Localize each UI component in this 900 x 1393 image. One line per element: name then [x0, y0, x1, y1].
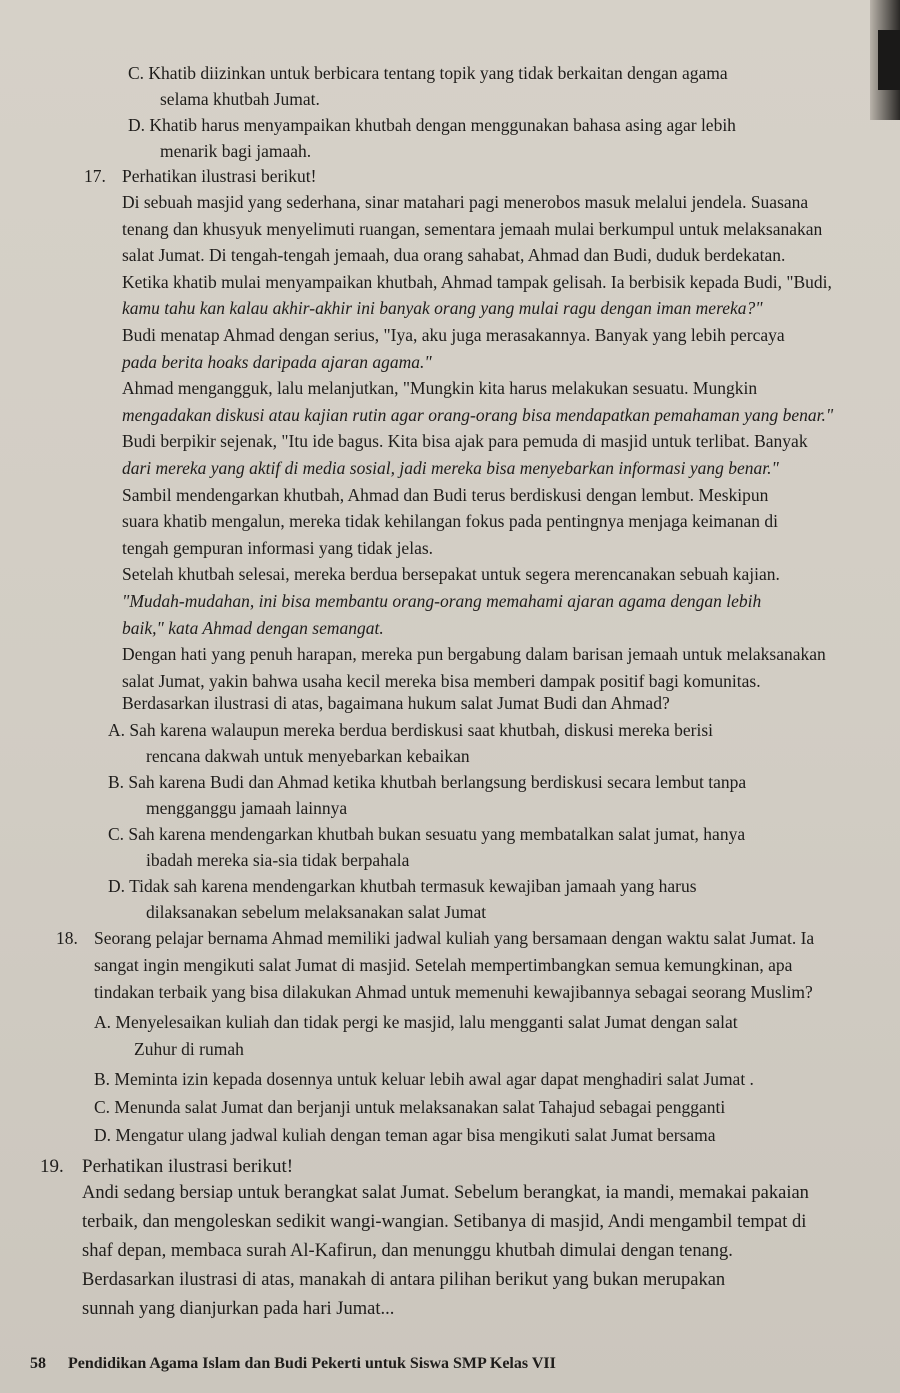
q16-option-c-line1: C. Khatib diizinkan untuk berbicara tentang topik yang tidak berkaitan dengan agama: [128, 63, 728, 83]
q18-option-d: D. Mengatur ulang jadwal kuliah dengan teman agar bisa mengikuti salat Jumat bersama: [94, 1125, 716, 1145]
q16-option-d-line1: D. Khatib harus menyampaikan khutbah dengan menggunakan bahasa asing agar lebih: [128, 115, 736, 135]
q17-story-line: tenang dan khusyuk menyelimuti ruangan, sementara jemaah mulai berkumpul untuk melaksanakan: [122, 218, 823, 239]
q17-story-line: salat Jumat. Di tengah-tengah jemaah, dua orang sahabat, Ahmad dan Budi, duduk berdekatan.: [122, 245, 786, 266]
q19-intro: Perhatikan ilustrasi berikut!: [82, 1156, 294, 1177]
q17-option-b-line1: B. Sah karena Budi dan Ahmad ketika khutbah berlangsung berdiskusi secara lembut tanpa: [108, 772, 747, 792]
q19-text-line: shaf depan, membaca surah Al-Kafirun, dan menunggu khutbah dimulai dengan tenang.: [82, 1241, 733, 1261]
page-number: 58: [30, 1355, 46, 1372]
q17-story-line: Dengan hati yang penuh harapan, mereka pun bergabung dalam barisan jemaah untuk melaksanakan: [122, 644, 826, 665]
q17-story-line: Ketika khatib mulai menyampaikan khutbah, Ahmad tampak gelisah. Ia berbisik kepada Budi, "Budi,: [122, 271, 832, 292]
q17-story-line: salat Jumat, yakin bahwa usaha kecil mereka bisa memberi dampak positif bagi komunitas.: [122, 670, 761, 691]
q19-text-line: Andi sedang bersiap untuk berangkat salat Jumat. Sebelum berangkat, ia mandi, memakai pakaian: [82, 1183, 809, 1203]
q17-story-line: mengadakan diskusi atau kajian rutin agar orang-orang bisa mendapatkan pemahaman yang benar.": [122, 404, 834, 425]
page-footer: [30, 1355, 556, 1373]
q19-number: 19.: [40, 1156, 64, 1177]
q17-option-a-line1: A. Sah karena walaupun mereka berdua berdiskusi saat khutbah, diskusi mereka berisi: [108, 720, 714, 740]
q17-story-line: Sambil mendengarkan khutbah, Ahmad dan Budi terus berdiskusi dengan lembut. Meskipun: [122, 484, 769, 505]
q17-story-line: kamu tahu kan kalau akhir-akhir ini banyak orang yang mulai ragu dengan iman mereka?": [122, 298, 763, 319]
q18-text-line: tindakan terbaik yang bisa dilakukan Ahmad untuk memenuhi kewajibannya sebagai seorang Muslim?: [94, 982, 813, 1002]
q17-story-line: Setelah khutbah selesai, mereka berdua bersepakat untuk segera merencanakan sebuah kajian.: [122, 564, 780, 585]
q19-text-line: terbaik, dan mengoleskan sedikit wangi-wangian. Setibanya di masjid, Andi mengambil tempat di: [82, 1212, 807, 1232]
q17-story-line: "Mudah-mudahan, ini bisa membantu orang-orang memahami ajaran agama dengan lebih: [122, 591, 762, 611]
q18-option-a-line2: Zuhur di rumah: [134, 1039, 244, 1059]
q17-option-c-line1: C. Sah karena mendengarkan khutbah bukan sesuatu yang membatalkan salat jumat, hanya: [108, 824, 746, 844]
q18-text-line: sangat ingin mengikuti salat Jumat di masjid. Setelah mempertimbangkan semua kemungkinan, apa: [94, 955, 793, 975]
q18-text-line: Seorang pelajar bernama Ahmad memiliki jadwal kuliah yang bersamaan dengan waktu salat Jumat. Ia: [94, 928, 815, 948]
q17-story-line: Budi berpikir sejenak, "Itu ide bagus. Kita bisa ajak para pemuda di masjid untuk terlibat. Banyak: [122, 431, 808, 452]
q17-story-line: dari mereka yang aktif di media sosial, jadi mereka bisa menyebarkan informasi yang benar.": [122, 458, 779, 478]
q17-number: 17.: [84, 166, 106, 186]
q16-option-d-line2: menarik bagi jamaah.: [160, 141, 312, 161]
q17-story-line: Budi menatap Ahmad dengan serius, "Iya, aku juga merasakannya. Banyak yang lebih percaya: [122, 325, 785, 345]
book-title: Pendidikan Agama Islam dan Budi Pekerti untuk Siswa SMP Kelas VII: [68, 1355, 556, 1372]
q17-option-d-line1: D. Tidak sah karena mendengarkan khutbah termasuk kewajiban jamaah yang harus: [108, 876, 697, 896]
q17-option-a-line2: rencana dakwah untuk menyebarkan kebaikan: [146, 746, 470, 766]
q18-number: 18.: [56, 928, 78, 948]
q17-option-b-line2: mengganggu jamaah lainnya: [146, 798, 348, 818]
q17-story-line: pada berita hoaks daripada ajaran agama.": [122, 351, 432, 372]
q17-story-line: suara khatib mengalun, mereka tidak kehilangan fokus pada pentingnya menjaga keimanan di: [122, 511, 779, 532]
q17-story-line: Ahmad mengangguk, lalu melanjutkan, "Mungkin kita harus melakukan sesuatu. Mungkin: [122, 378, 758, 399]
q17-story-line: baik," kata Ahmad dengan semangat.: [122, 617, 384, 638]
q17-story-line: tengah gempuran informasi yang tidak jelas.: [122, 537, 434, 558]
q18-option-a-line1: A. Menyelesaikan kuliah dan tidak pergi ke masjid, lalu mengganti salat Jumat dengan salat: [94, 1012, 738, 1032]
q18-option-b: B. Meminta izin kepada dosennya untuk keluar lebih awal agar dapat menghadiri salat Jumat .: [94, 1069, 754, 1089]
q16-option-c-line2: selama khutbah Jumat.: [160, 89, 320, 109]
binder-tab: [878, 30, 900, 90]
q19-text-line: sunnah yang dianjurkan pada hari Jumat...: [82, 1299, 395, 1319]
q17-intro: Perhatikan ilustrasi berikut!: [122, 166, 317, 186]
q18-option-c: C. Menunda salat Jumat dan berjanji untuk melaksanakan salat Tahajud sebagai pengganti: [94, 1097, 726, 1117]
q17-option-d-line2: dilaksanakan sebelum melaksanakan salat Jumat: [146, 902, 487, 922]
q17-story-line: Di sebuah masjid yang sederhana, sinar matahari pagi menerobos masuk melalui jendela. Suasana: [122, 192, 809, 212]
q17-option-c-line2: ibadah mereka sia-sia tidak berpahala: [146, 850, 410, 870]
q19-text-line: Berdasarkan ilustrasi di atas, manakah di antara pilihan berikut yang bukan merupakan: [82, 1270, 726, 1290]
q17-question: Berdasarkan ilustrasi di atas, bagaimana hukum salat Jumat Budi dan Ahmad?: [122, 693, 670, 713]
